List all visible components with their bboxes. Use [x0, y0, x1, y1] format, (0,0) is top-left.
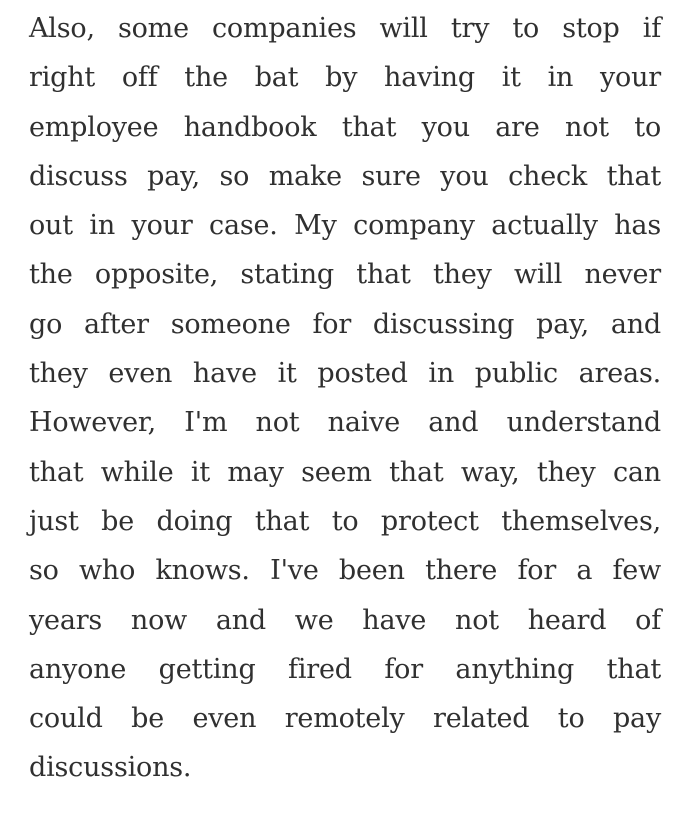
- paragraph-line: just be doing that to protect themselves,: [29, 505, 661, 537]
- comment-paragraph: [29, 4, 661, 793]
- paragraph-line: the opposite, stating that they will never: [29, 259, 661, 291]
- paragraph-line: discuss pay, so make sure you check that: [29, 160, 661, 192]
- paragraph-line: discussions.: [29, 752, 192, 784]
- paragraph-line: that while it may seem that way, they can: [29, 456, 661, 488]
- paragraph-line: anyone getting fired for anything that: [29, 653, 661, 685]
- paragraph-line: out in your case. My company actually has: [29, 210, 661, 242]
- paragraph-line: could be even remotely related to pay: [29, 703, 661, 735]
- paragraph-line: so who knows. I've been there for a few: [29, 555, 661, 587]
- paragraph-line: go after someone for discussing pay, and: [29, 308, 661, 340]
- paragraph-line: employee handbook that you are not to: [29, 111, 661, 143]
- paragraph-line: they even have it posted in public areas.: [29, 358, 661, 390]
- paragraph-line: years now and we have not heard of: [29, 604, 661, 636]
- paragraph-line: Also, some companies will try to stop if: [29, 13, 661, 44]
- paragraph-line: However, I'm not naive and understand: [29, 407, 661, 439]
- paragraph-line: right off the bat by having it in your: [29, 62, 661, 94]
